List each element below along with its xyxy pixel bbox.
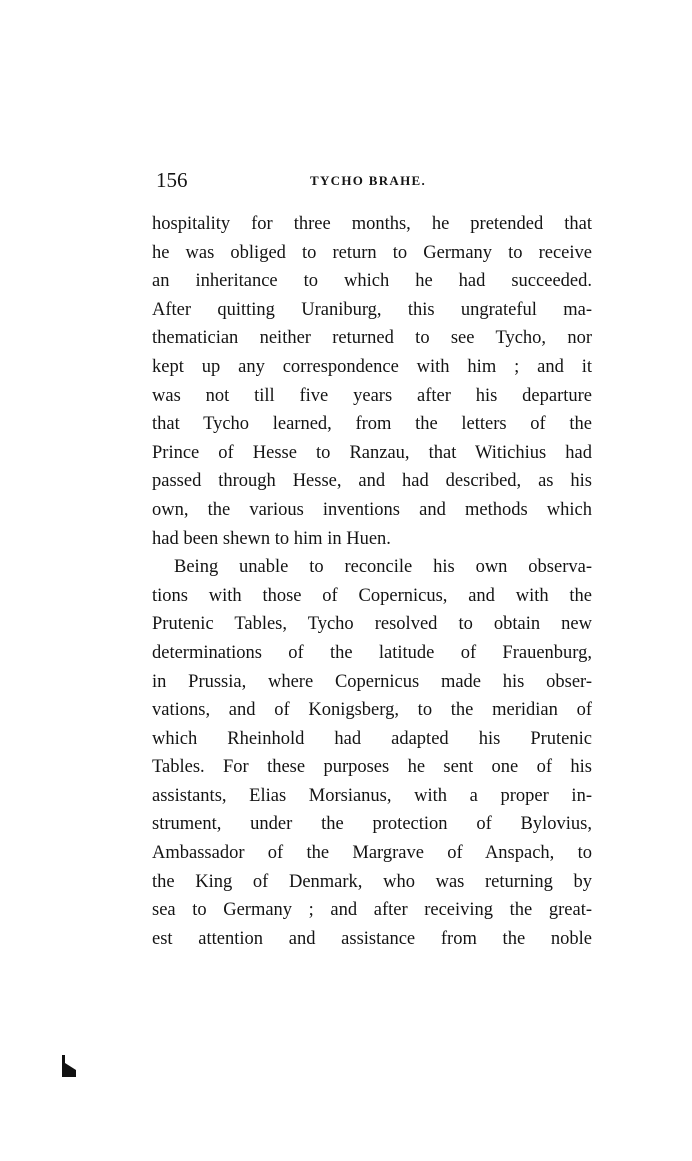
text-line: the King of Denmark, who was returning by bbox=[152, 871, 592, 892]
text-line: Being unable to reconcile his own observa- bbox=[174, 557, 592, 578]
text-line: he was obliged to return to Germany to receive bbox=[152, 242, 592, 263]
text-line: est attention and assistance from the noble bbox=[152, 928, 592, 949]
paragraph-2 bbox=[152, 553, 592, 953]
text-line: own, the various inventions and methods which bbox=[152, 499, 592, 520]
text-line: After quitting Uraniburg, this ungrateful ma- bbox=[152, 299, 592, 320]
running-title: TYCHO BRAHE. bbox=[310, 173, 427, 188]
text-line: an inheritance to which he had succeeded. bbox=[152, 271, 592, 292]
page-number: 156 bbox=[156, 168, 188, 192]
text-line: tions with those of Copernicus, and with the bbox=[152, 585, 592, 606]
text-line: had been shewn to him in Huen. bbox=[152, 528, 391, 549]
running-head bbox=[152, 168, 592, 196]
text-line: Tables. For these purposes he sent one of his bbox=[152, 757, 592, 778]
text-line: Prince of Hesse to Ranzau, that Witichius had bbox=[152, 442, 592, 463]
text-line: was not till five years after his departure bbox=[152, 385, 592, 406]
text-line: assistants, Elias Morsianus, with a proper in- bbox=[152, 785, 592, 806]
text-line: strument, under the protection of Bylovius, bbox=[152, 814, 592, 835]
text-line: Ambassador of the Margrave of Anspach, to bbox=[152, 843, 592, 864]
text-line: determinations of the latitude of Frauenburg, bbox=[152, 642, 592, 663]
text-line: hospitality for three months, he pretended that bbox=[152, 214, 592, 234]
text-line: sea to Germany ; and after receiving the great- bbox=[152, 900, 592, 921]
text-line: thematician neither returned to see Tycho, nor bbox=[152, 328, 592, 349]
text-line: vations, and of Konigsberg, to the meridian of bbox=[152, 700, 592, 721]
paragraph-1 bbox=[152, 210, 592, 553]
text-line: that Tycho learned, from the letters of the bbox=[152, 414, 592, 435]
scan-corner-mark bbox=[62, 1055, 78, 1077]
text-line: Prutenic Tables, Tycho resolved to obtain new bbox=[152, 614, 592, 635]
text-line: which Rheinhold had adapted his Prutenic bbox=[152, 728, 592, 749]
text-line: in Prussia, where Copernicus made his obser- bbox=[152, 671, 592, 692]
body-text bbox=[152, 210, 592, 953]
text-line: passed through Hesse, and had described, as his bbox=[152, 471, 592, 492]
text-line: kept up any correspondence with him ; and it bbox=[152, 356, 592, 377]
